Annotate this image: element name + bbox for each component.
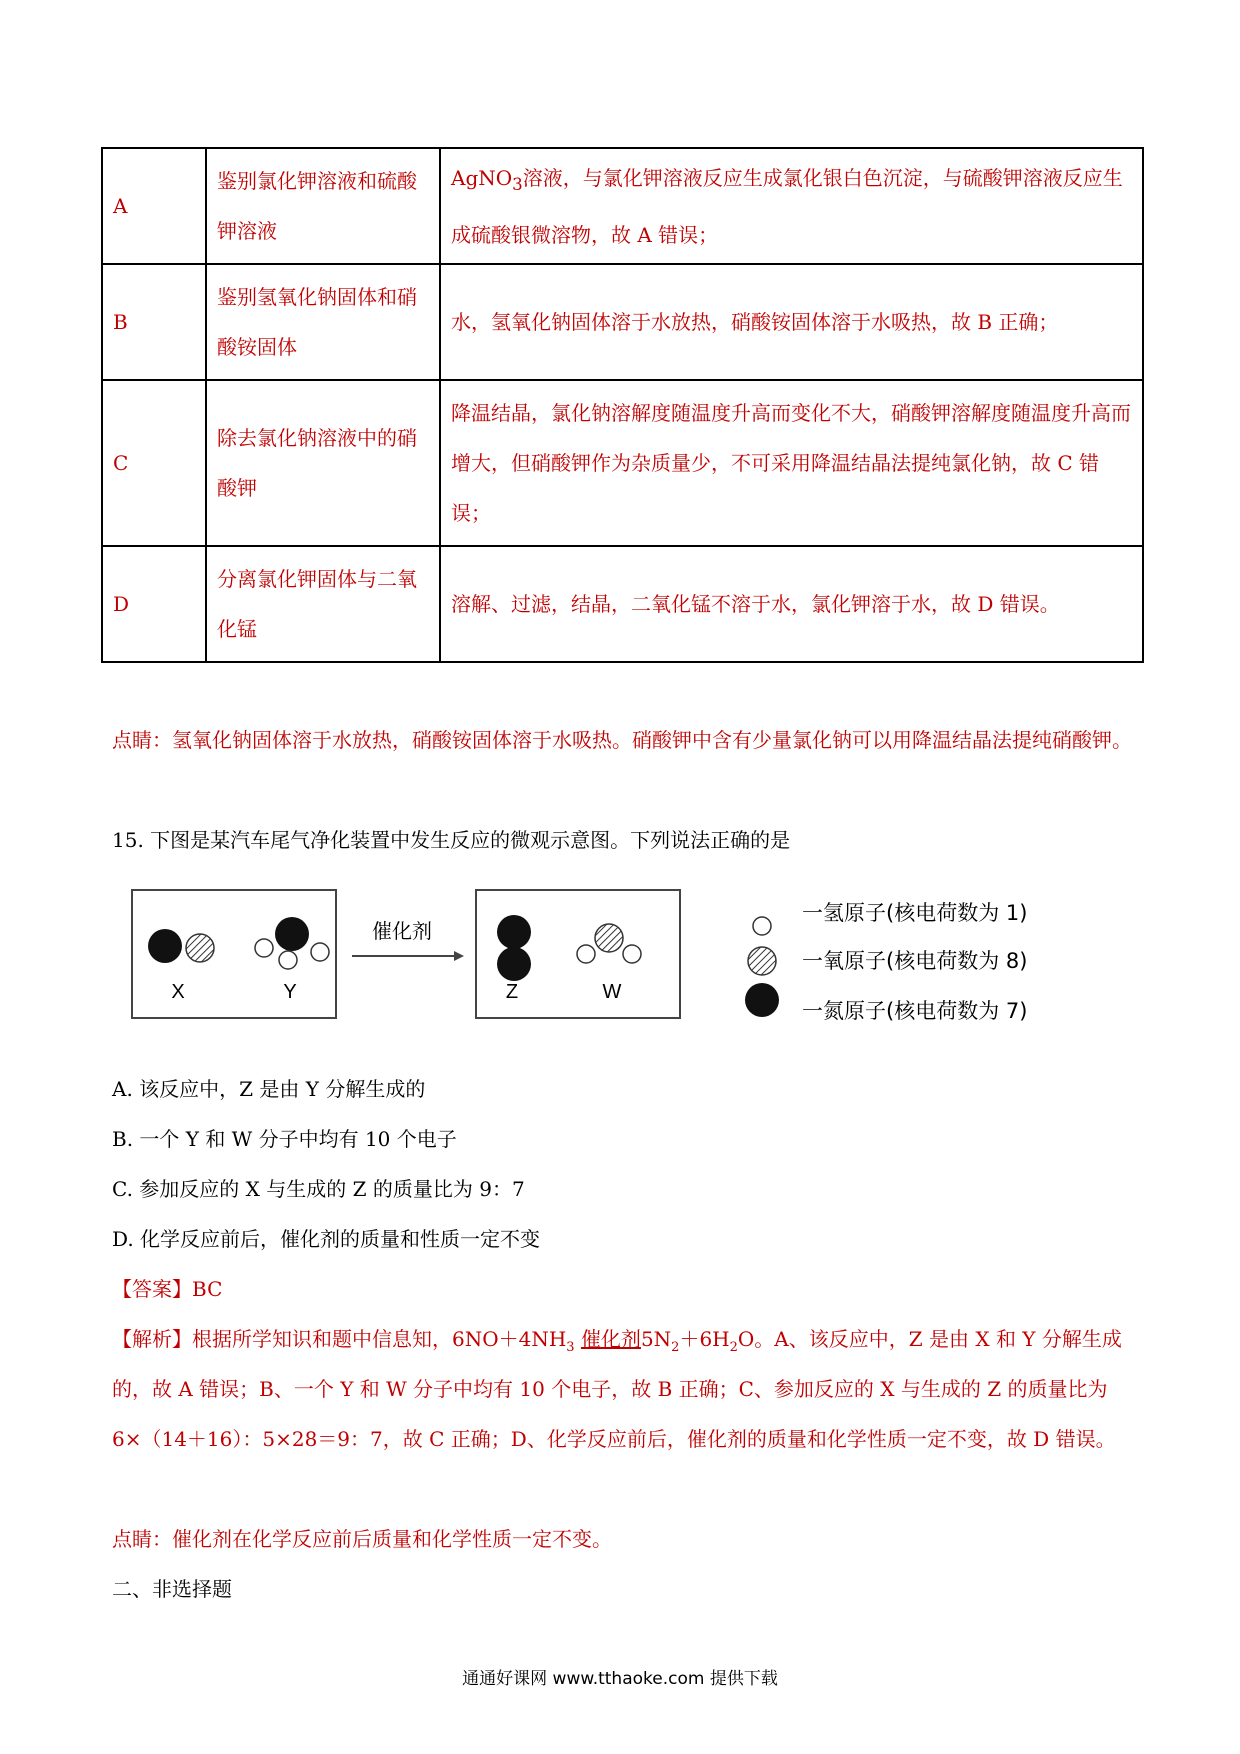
label-w: W: [602, 981, 622, 1003]
hydrogen-atom-icon: [577, 945, 595, 963]
page-footer: 通通好课网 www.tthaoke.com 提供下载: [462, 1669, 778, 1689]
arrow-head-icon: [454, 951, 464, 961]
legend-oxygen: 一氧原子(核电荷数为 8): [802, 949, 1028, 973]
analysis-label: 【解析】: [112, 1327, 192, 1351]
tip-paragraph-2: 点睛：催化剂在化学反应前后质量和化学性质一定不变。: [112, 1527, 612, 1551]
label-z: Z: [505, 981, 519, 1003]
option-explanation: AgNO$_3$溶液，与氯化钾溶液反应生成氯化银白色沉淀，与硫酸钾溶液反应生成硫酸银微溶物，故 A 错误；: [440, 148, 1143, 264]
nitrogen-atom-icon: [275, 917, 309, 951]
answer-value: BC: [192, 1277, 223, 1301]
nitrogen-atom-icon: [497, 915, 531, 949]
option-task: 鉴别氯化钾溶液和硫酸钾溶液: [206, 148, 440, 264]
option-c: C. 参加反应的 X 与生成的 Z 的质量比为 9：7: [112, 1177, 525, 1201]
table-row: [102, 264, 1143, 380]
section-heading: 二、非选择题: [112, 1577, 232, 1601]
option-letter: A: [102, 148, 206, 264]
option-a: A. 该反应中，Z 是由 Y 分解生成的: [112, 1077, 426, 1101]
oxygen-atom-icon: [748, 947, 776, 975]
option-explanation: 降温结晶，氯化钠溶解度随温度升高而变化不大，硝酸钾溶解度随温度升高而增大，但硝酸钾作为杂质量少，不可采用降温结晶法提纯氯化钠，故 C 错误；: [440, 380, 1143, 546]
question-stem: 15. 下图是某汽车尾气净化装置中发生反应的微观示意图。下列说法正确的是: [112, 828, 791, 852]
nitrogen-atom-icon: [497, 947, 531, 981]
analysis-paragraph: 【解析】根据所学知识和题中信息知，$6NO+4NH_3$ 催化剂$5N_2+6H_2O$。A、该反应中，Z 是由 X 和 Y 分解生成的，故 A 错误；B、一个 Y 和 W 分子中均有 10 个电子，故 B 正确；C、参加反应的 X 与生成的 Z 的质量比为 6×（14＋16）：5×28＝9：7，故 C 正确；D、化学反应前后，催化剂的质量和化学性质一定不变，故 D 错误。: [112, 1327, 1122, 1451]
catalyst-condition: 催化剂: [580, 1327, 641, 1351]
catalyst-label: 催化剂: [372, 919, 432, 943]
option-explanation: 水，氢氧化钠固体溶于水放热，硝酸铵固体溶于水吸热，故 B 正确；: [440, 264, 1143, 380]
options-table: [101, 147, 1144, 663]
hydrogen-atom-icon: [311, 943, 329, 961]
table-row: [102, 380, 1143, 546]
option-explanation: 溶解、过滤，结晶，二氧化锰不溶于水，氯化钾溶于水，故 D 错误。: [440, 546, 1143, 662]
reaction-diagram: [112, 888, 1142, 1038]
label-y: Y: [283, 981, 297, 1003]
oxygen-atom-icon: [595, 924, 623, 952]
tip-paragraph-1: 点睛：氢氧化钠固体溶于水放热，硝酸铵固体溶于水吸热。硝酸钾中含有少量氯化钠可以用降温结晶法提纯硝酸钾。: [112, 728, 1132, 752]
hydrogen-atom-icon: [255, 939, 273, 957]
option-task: 除去氯化钠溶液中的硝酸钾: [206, 380, 440, 546]
option-letter: D: [102, 546, 206, 662]
oxygen-atom-icon: [186, 934, 214, 962]
option-d: D. 化学反应前后，催化剂的质量和性质一定不变: [112, 1227, 541, 1251]
answer-line: [112, 1264, 1142, 1314]
nitrogen-atom-icon: [148, 929, 182, 963]
option-b: B. 一个 Y 和 W 分子中均有 10 个电子: [112, 1127, 457, 1151]
table-row: [102, 546, 1143, 662]
answer-label: 【答案】: [112, 1277, 192, 1301]
option-task: 鉴别氢氧化钠固体和硝酸铵固体: [206, 264, 440, 380]
nitrogen-atom-icon: [745, 983, 779, 1017]
legend-hydrogen: 一氢原子(核电荷数为 1): [802, 901, 1028, 925]
label-x: X: [171, 981, 185, 1003]
table-row: [102, 148, 1143, 264]
hydrogen-atom-icon: [623, 945, 641, 963]
option-letter: B: [102, 264, 206, 380]
legend-nitrogen: 一氮原子(核电荷数为 7): [802, 999, 1028, 1023]
hydrogen-atom-icon: [279, 951, 297, 969]
option-letter: C: [102, 380, 206, 546]
option-task: 分离氯化钾固体与二氧化锰: [206, 546, 440, 662]
hydrogen-atom-icon: [753, 917, 771, 935]
